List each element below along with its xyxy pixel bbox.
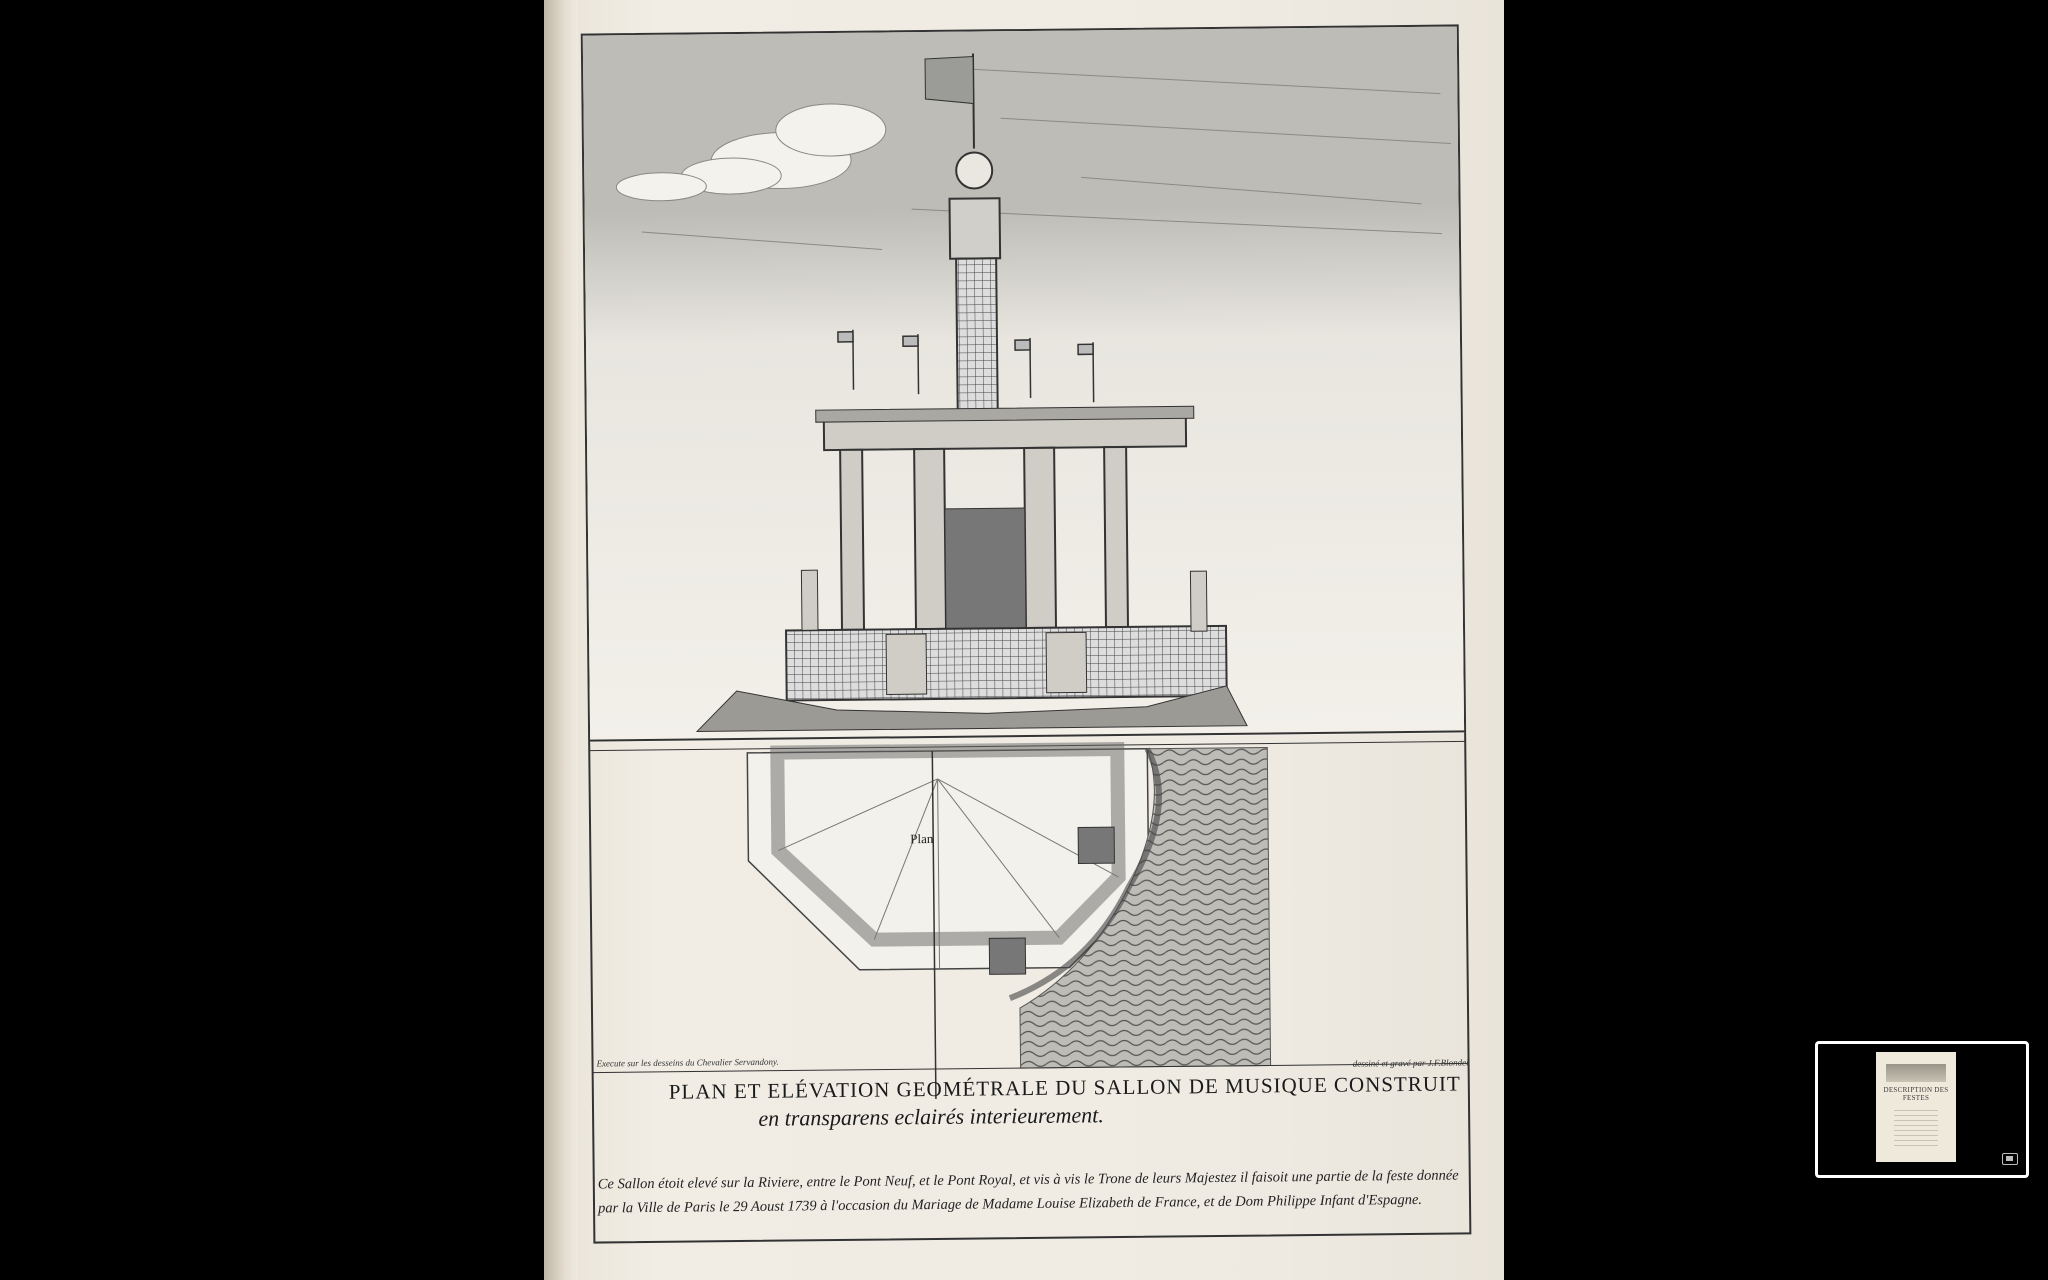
thumbnail-title: DESCRIPTION DES FESTES — [1883, 1086, 1949, 1102]
plate-title-line2: en transparens eclairés interieurement. — [758, 1102, 1104, 1131]
plate-caption — [598, 1163, 1462, 1220]
caption-line1: Ce Sallon étoit elevé sur la Riviere, entre le Pont Neuf, et le Pont Royal, et vis à vis le Trone de leurs Majestez il faisoit une partie de la feste donnée — [597, 1167, 1459, 1193]
artist-credit-left: Execute sur les desseins du Chevalier Servandony. — [596, 1056, 779, 1069]
engraver-credit-right: dessiné et gravé par J.F.Blondel — [1352, 1057, 1469, 1069]
floor-plan — [747, 747, 1271, 1100]
engraved-plate — [580, 3, 1473, 1252]
page-spine-shadow — [544, 0, 578, 1280]
plan-label: Plan — [910, 830, 934, 847]
plate-title — [591, 1071, 1472, 1133]
expand-icon[interactable] — [2002, 1153, 2018, 1165]
thumbnail-artwork — [1886, 1064, 1946, 1082]
navigator-thumbnail[interactable] — [1815, 1041, 2029, 1178]
thumbnail-page[interactable] — [1876, 1052, 1956, 1162]
caption-line2: par la Ville de Paris le 29 Aoust 1739 à l'occasion du Mariage de Madame Louise Elizabeth de France, et de Dom Philippe Infant d'Espagne. — [597, 1191, 1423, 1217]
plate-title-line1: PLAN ET ELÉVATION GEOMÉTRALE DU SALLON DE MUSIQUE CONSTRUIT — [668, 1071, 1461, 1104]
thumbnail-text-lines — [1894, 1110, 1938, 1150]
